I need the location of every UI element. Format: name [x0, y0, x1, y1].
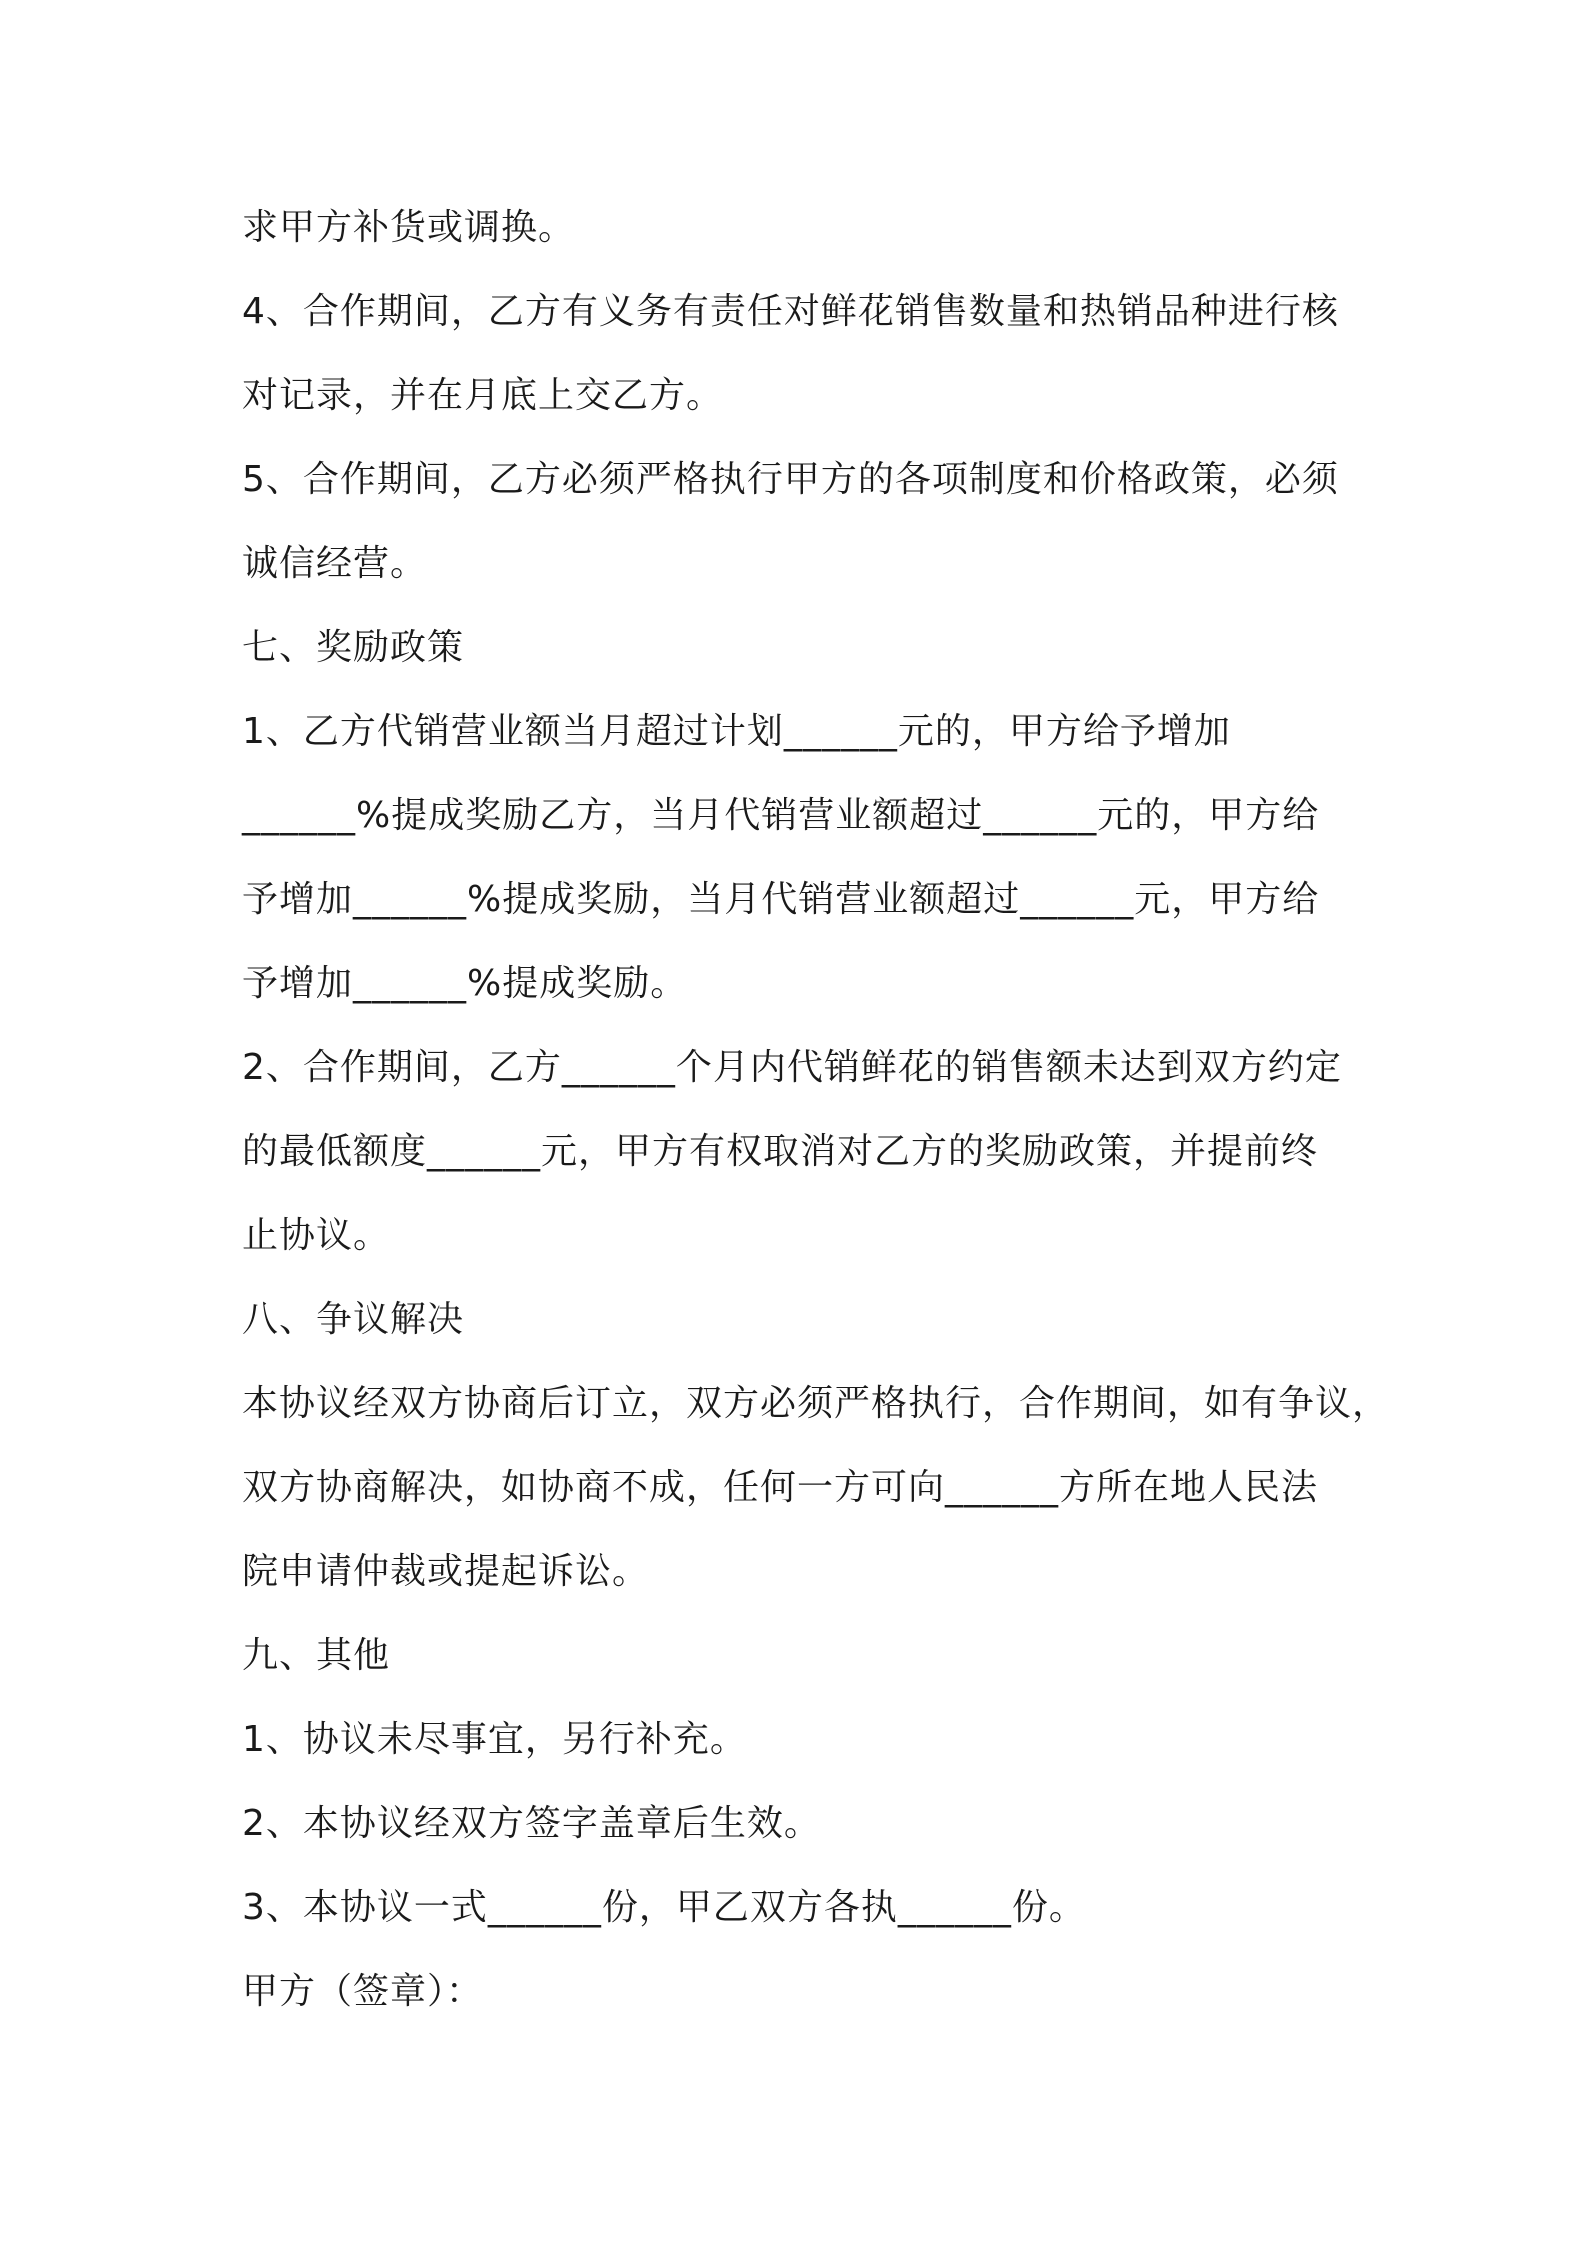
text-line: 诚信经营。: [242, 543, 428, 584]
text-line: 院申请仲裁或提起诉讼。: [242, 1551, 650, 1592]
text-line: 止协议。: [242, 1215, 391, 1256]
section-heading: 八、争议解决: [242, 1299, 465, 1340]
text-line: 1、协议未尽事宜，另行补充。: [242, 1719, 747, 1760]
text-line: 5、合作期间，乙方必须严格执行甲方的各项制度和价格政策，必须: [242, 459, 1339, 500]
signature-label: 甲方（签章）：: [242, 1971, 484, 2012]
text-line: 2、本协议经双方签字盖章后生效。: [242, 1803, 821, 1844]
section-heading: 九、其他: [242, 1635, 391, 1676]
text-line: ______%提成奖励乙方，当月代销营业额超过______元的，甲方给: [242, 795, 1320, 836]
section-heading: 七、奖励政策: [242, 627, 465, 668]
text-line: 的最低额度______元，甲方有权取消对乙方的奖励政策，并提前终: [242, 1131, 1319, 1172]
text-line: 3、本协议一式______份，甲乙双方各执______份。: [242, 1887, 1086, 1928]
text-line: 予增加______%提成奖励，当月代销营业额超过______元，甲方给: [242, 879, 1320, 920]
text-line: 4、合作期间，乙方有义务有责任对鲜花销售数量和热销品种进行核: [242, 291, 1339, 332]
text-line: 对记录，并在月底上交乙方。: [242, 375, 724, 416]
text-line: 1、乙方代销营业额当月超过计划______元的，甲方给予增加: [242, 711, 1231, 752]
text-line: 予增加______%提成奖励。: [242, 963, 688, 1004]
text-line: 本协议经双方协商后订立，双方必须严格执行，合作期间，如有争议，: [242, 1383, 1390, 1424]
text-line: 双方协商解决，如协商不成，任何一方可向______方所在地人民法: [242, 1467, 1319, 1508]
text-line: 求甲方补货或调换。: [242, 207, 576, 248]
text-line: 2、合作期间，乙方______个月内代销鲜花的销售额未达到双方约定: [242, 1047, 1342, 1088]
